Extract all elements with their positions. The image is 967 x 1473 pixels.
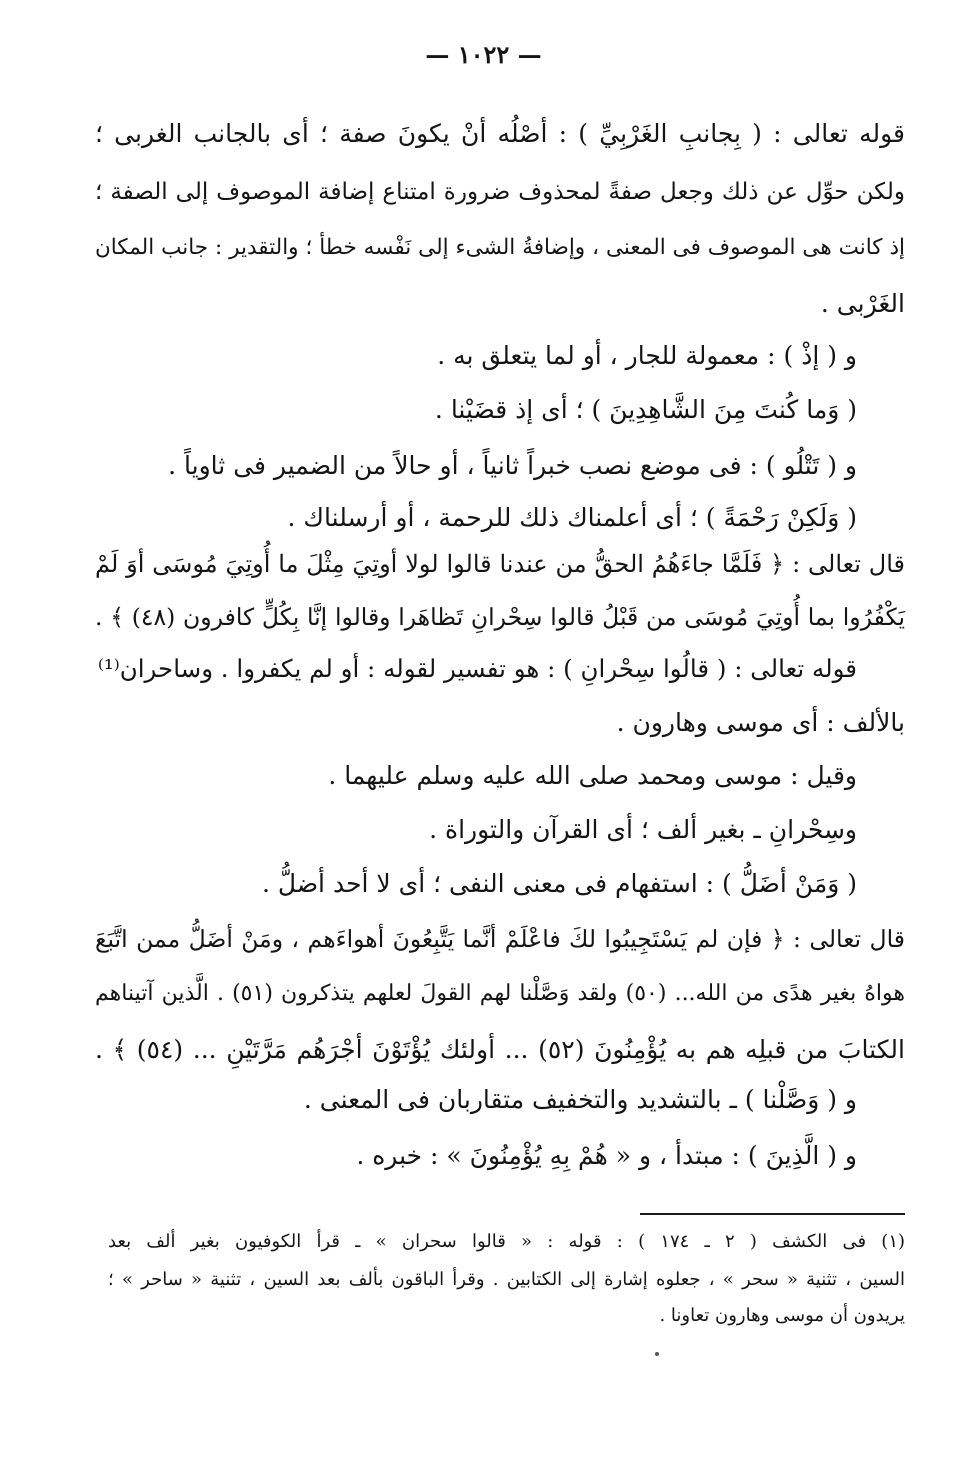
footnote-line: يريدون أن موسى وهارون تعاونا . bbox=[659, 1305, 905, 1326]
print-speck bbox=[655, 1352, 659, 1356]
text-line: قال تعالى : ﴿ فإن لم يَسْتَجِيبُوا لكَ فاعْلَمْ أنَّما يَتَّبِعُونَ أهواءَهم ، ومَنْ أضَلُّ ممن اتَّبَعَ bbox=[95, 925, 905, 953]
text-line: بالألف : أى موسى وهارون . bbox=[616, 708, 905, 737]
text-line: و ( وَصَّلْنا ) ـ بالتشديد والتخفيف متقاربان فى المعنى . bbox=[303, 1085, 857, 1114]
text-line: وسِحْرانِ ـ بغير ألف ؛ أى القرآن والتوراة . bbox=[429, 815, 857, 844]
text-line: إذ كانت هى الموصوف فى المعنى ، وإضافةُ الشىء إلى نَفْسه خطأ ؛ والتقدير : جانب المكان bbox=[95, 235, 905, 260]
text-line: قوله تعالى : ( قالُوا سِحْرانِ ) : هو تفسير لقوله : أو لم يكفروا . وساحران⁽¹⁾ bbox=[97, 654, 857, 683]
footnote-divider bbox=[640, 1213, 905, 1215]
text-line: هواهُ بغير هدًى من الله... (٥٠) ولقد وَصَّلْنا لهم القولَ لعلهم يتذكرون (٥١) . الَّذين آتيناهم bbox=[95, 981, 905, 1006]
text-line: قال تعالى : ﴿ فَلَمَّا جاءَهُمُ الحقُّ من عندنا قالوا لولا أوتِيَ مِثْلَ ما أُوتِيَ مُوسَى أوَ لَمْ bbox=[95, 550, 905, 578]
footnote-line: (١) فى الكشف ( ٢ ـ ١٧٤ ) : قوله : « قالوا سحران » ـ قرأ الكوفيون بغير ألف بعد bbox=[108, 1231, 906, 1252]
text-line: ( وَلَكِنْ رَحْمَةً ) ؛ أى أعلمناك ذلك للرحمة ، أو أرسلناك . bbox=[287, 503, 857, 532]
text-line: ( وَما كُنتَ مِنَ الشَّاهِدِينَ ) ؛ أى إذ قضَيْنا . bbox=[434, 395, 857, 424]
text-line: و ( الَّذِينَ ) : مبتدأ ، و « هُمْ بِهِ يُؤْمِنُونَ » : خبره . bbox=[356, 1141, 857, 1170]
text-line: الغَرْبى . bbox=[820, 289, 905, 318]
text-line: ( وَمَنْ أضَلُّ ) : استفهام فى معنى النفى ؛ أى لا أحد أضلُّ . bbox=[262, 869, 857, 898]
text-line: وقيل : موسى ومحمد صلى الله عليه وسلم عليهما . bbox=[328, 761, 857, 790]
footnote-line: السين ، تثنية « سحر » ، جعلوه إشارة إلى الكتابين . وقرأ الباقون بألف بعد السين ، تثنية « ساحر » ؛ bbox=[108, 1269, 905, 1290]
text-line: و ( تَتْلُو ) : فى موضع نصب خبراً ثانياً ، أو حالاً من الضمير فى ثاوياً . bbox=[168, 451, 857, 480]
text-line: يَكْفُرُوا بما أُوتِيَ مُوسَى من قَبْلُ قالوا سِحْرانِ تَظاهَرا وقالوا إنَّا بِكُلٍّ كافرون (٤٨) ﴾ . bbox=[95, 603, 905, 631]
text-line: و ( إذْ ) : معمولة للجار ، أو لما يتعلق به . bbox=[437, 341, 857, 370]
text-line: قوله تعالى : ( بِجانبِ الغَرْبِيِّ ) : أصْلُه أنْ يكونَ صفة ؛ أى بالجانب الغربى ؛ bbox=[95, 119, 905, 148]
text-line: الكتابَ من قبلِه هم به يُؤْمِنُونَ (٥٢) ... أولئك يُؤْتَوْنَ أجْرَهُم مَرَّتَيْنِ ... (٥٤) ﴾ . bbox=[95, 1035, 905, 1064]
text-line: ولكن حوِّل عن ذلك وجعل صفةً لمحذوف ضرورة امتناع إضافة الموصوف إلى الصفة ؛ bbox=[95, 179, 905, 205]
page-number: — ١٠٢٢ — bbox=[425, 40, 542, 69]
